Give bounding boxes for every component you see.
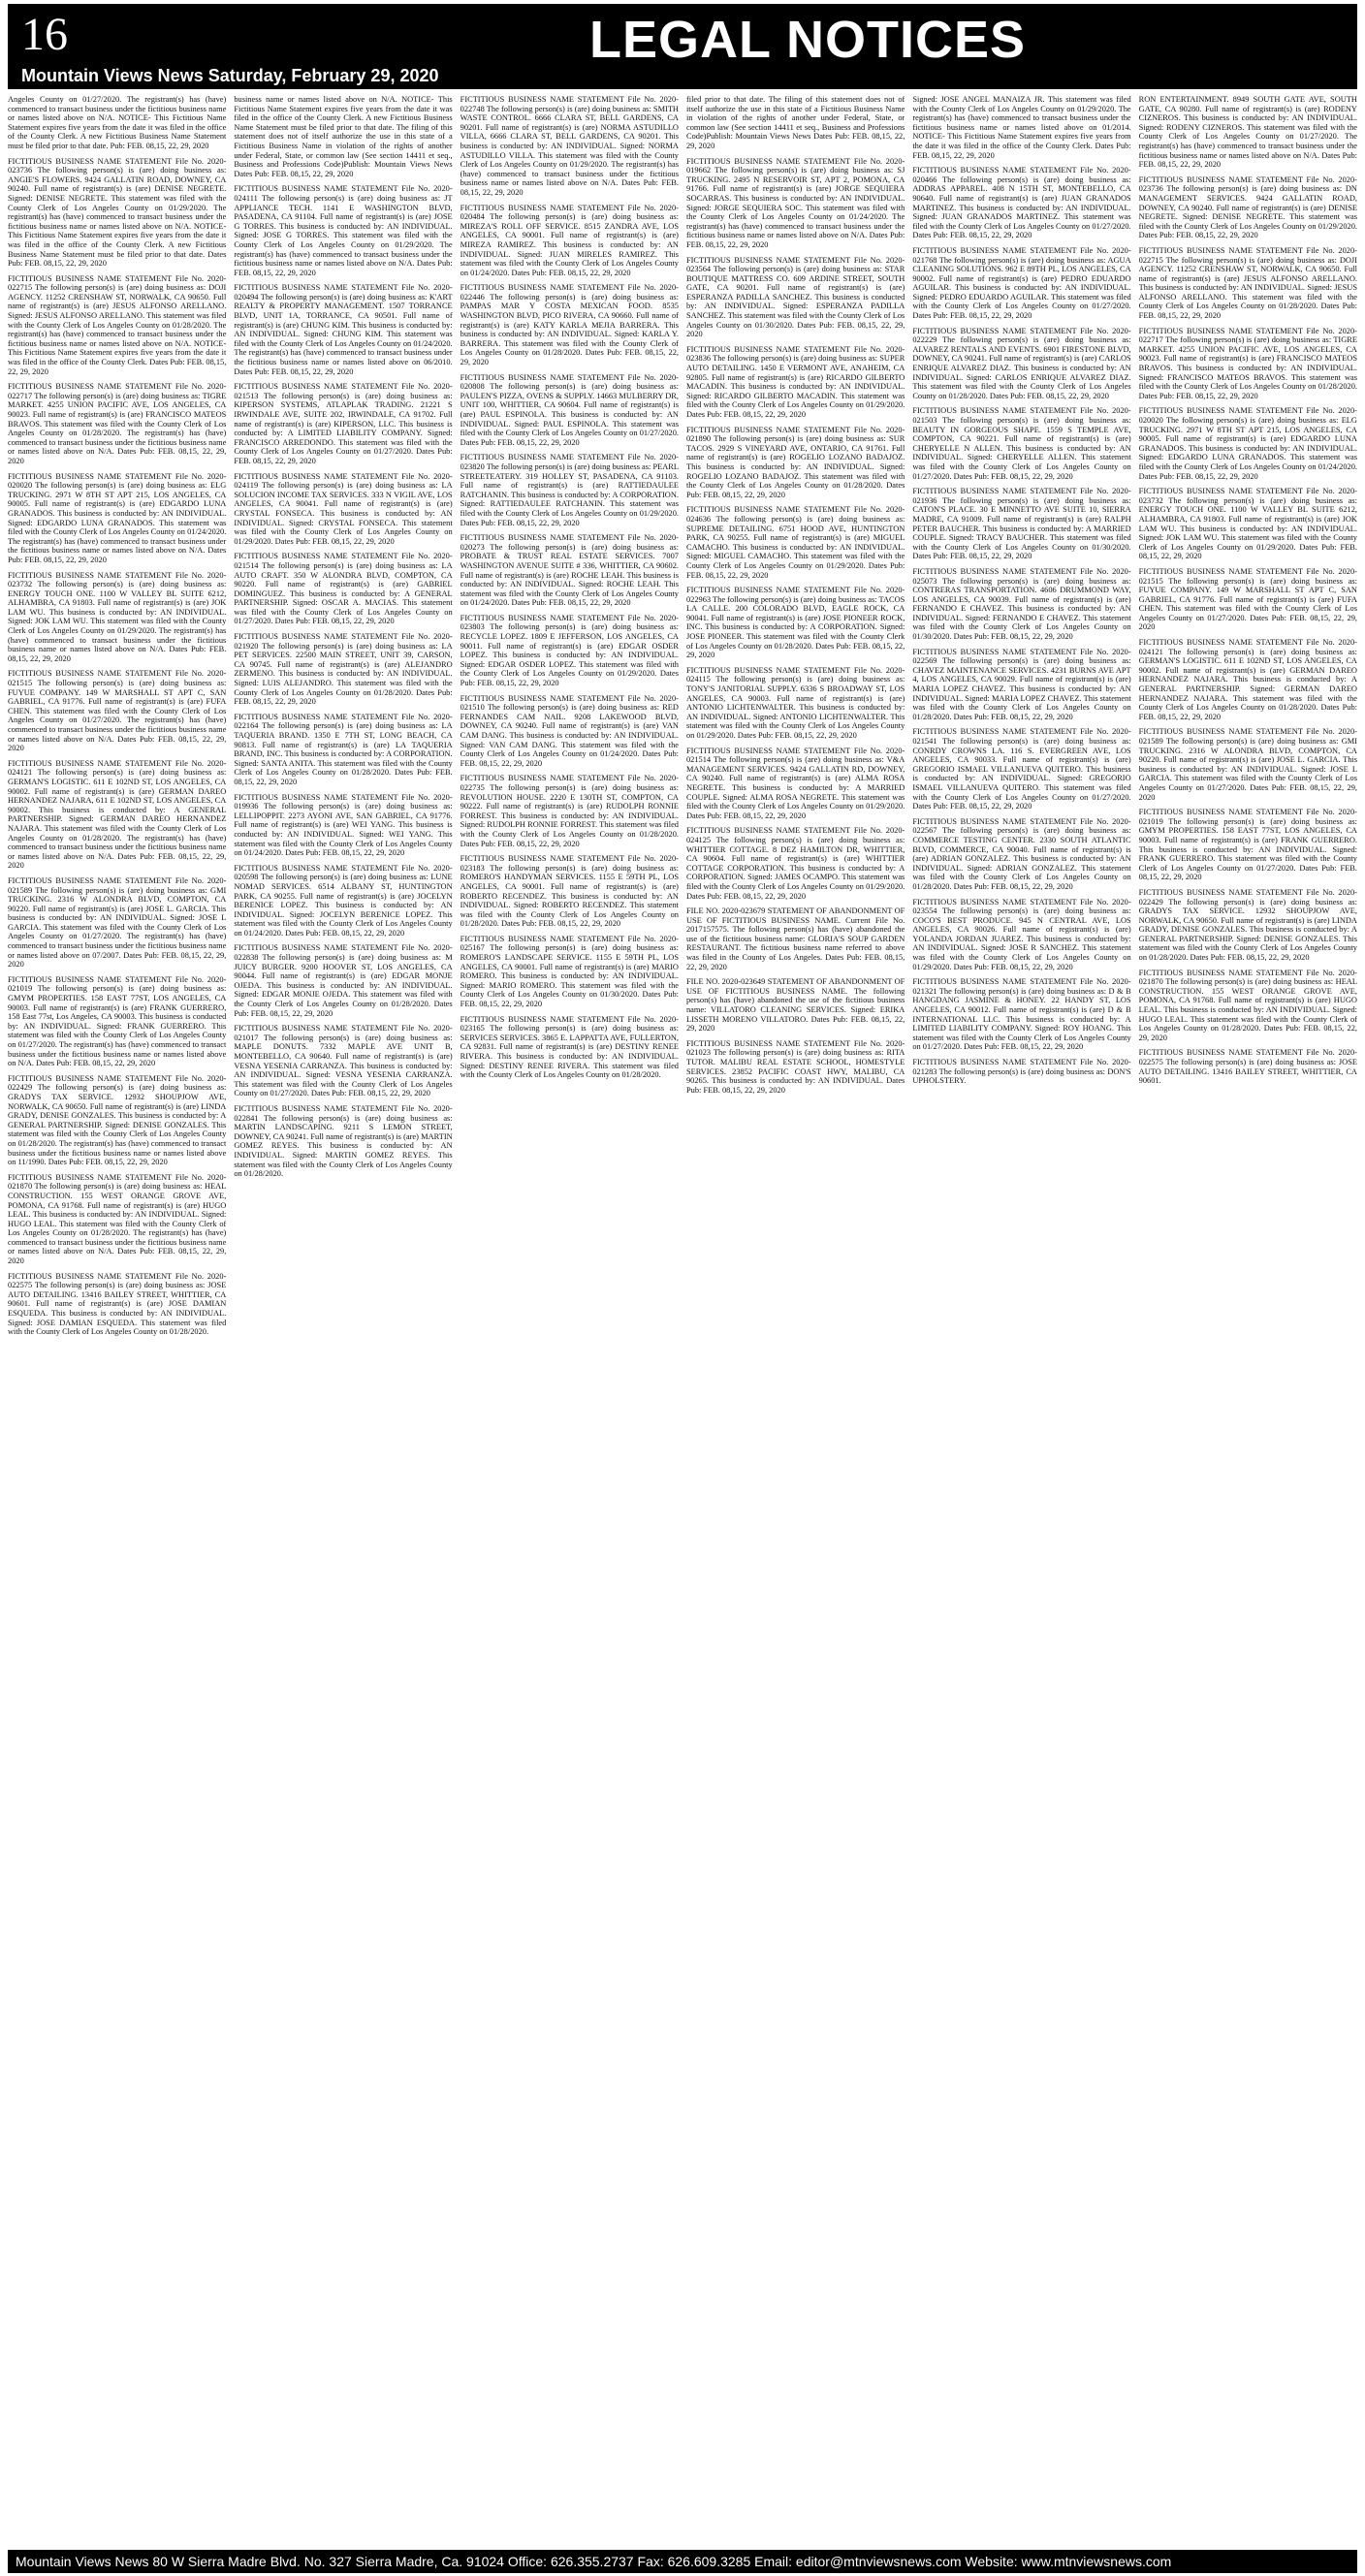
legal-notice: FICTITIOUS BUSINESS NAME STATEMENT File No. 2020-023736 The following person(s) is (are) doing business as: DN MANAGEMENT SERVICES. 9424 GALLATIN ROAD, DOWNEY, CA 90240. Full name of registrant(s) is (are) DENISE NEGRETE. Signed: DENISE NEGRETE. This statement was filed with the County Clerk of Los Angeles County on 01/29/2020. Dates Pub: FEB. 08,15, 22, 29, 2020 (1138, 175, 1357, 240)
legal-notice: FICTITIOUS BUSINESS NAME STATEMENT File No. 2020-022963 The following person(s) is (are) doing business as: TACOS LA CALLE. 200 COLORADO BLVD, EAGLE ROCK, CA 90041. Full name of registrant(s) is (are) JOSE PIONEER ROCK, INC. This business is conducted by: A CORPORATION. Signed: JOSE PIONEER. This statement was filed with the County Clerk of Los Angeles County on 01/28/2020. Dates Pub: FEB. 08,15, 22, 29, 2020 (685, 586, 905, 660)
legal-notice: FICTITIOUS BUSINESS NAME STATEMENT File No. 2020-024121 The following person(s) is (are) doing business as: GERMAN'S LOGISTIC. 611 E 102ND ST, LOS ANGELES, CA 90002. Full name of registrant(s) is (are) GERMAN DAREO HERNANDEZ NAJARA, 611 E 102ND ST, LOS ANGELES, CA 90002. This business is conducted by: A GENERAL PARTNERSHIP. Signed: GERMAN DAREO HERNANDEZ NAJARA. This statement was filed with the County Clerk of Los Angeles County on 01/28/2020. The registrant(s) has (have) commenced to transact business under the fictitious business name or names listed above on N/A. Dates Pub: FEB. 08,15, 22, 29, 2020 (8, 758, 227, 871)
legal-notice: FICTITIOUS BUSINESS NAME STATEMENT File No. 2020-021513 The following person(s) is (are) doing business as: KIPERSON SYSTEMS, ATLAPLAK TRADING. 21221 S IRWINDALE AVE, SUITE 202, IRWINDALE, CA 91702. Full name of registrant(s) is (are) KIPERSON, LLC. This business is conducted by: A LIMITED LIABILITY COMPANY. Signed: FRANCISCO ARREDONDO. This statement was filed with the County Clerk of Los Angeles County on 01/27/2020. Dates Pub: FEB. 08,15, 22, 29, 2020 (234, 382, 453, 465)
legal-notice: FICTITIOUS BUSINESS NAME STATEMENT File No. 2020-025167 The following person(s) is (are) doing business as: ROMERO'S LANDSCAPE SERVICE. 1155 E 59TH PL, LOS ANGELES, CA 90001. Full name of registrant(s) is (are) MARIO ROMERO. This business is conducted by: AN INDIVIDUAL. Signed: MARIO ROMERO. This statement was filed with the County Clerk of Los Angeles County on 01/30/2020. Dates Pub: FEB. 08,15, 22, 29, 2020 (460, 934, 679, 1009)
legal-notice: FICTITIOUS BUSINESS NAME STATEMENT File No. 2020-022229 The following person(s) is (are) doing business as: ALVAREZ RENTALS AND EVENTS. 6901 FIRESTONE BLVD, DOWNEY, CA 90241. Full name of registrant(s) is (are) CARLOS ENRIQUE ALVAREZ DIAZ. This business is conducted by: AN INDIVIDUAL. Signed: CARLOS ENRIQUE ALVAREZ DIAZ. This statement was filed with the County Clerk of Los Angeles County on 01/28/2020. Dates Pub: FEB. 08,15, 22, 29, 2020 (912, 326, 1131, 400)
legal-notice: FICTITIOUS BUSINESS NAME STATEMENT File No. 2020-021019 The following person(s) is (are) doing business as: GMYM PROPERTIES. 158 EAST 77ST, LOS ANGELES, CA 90003. Full name of registrant(s) is (are) FRANK GUERRERO. This business is conducted by: AN INDIVIDUAL. Signed: FRANK GUERRERO. This statement was filed with the County Clerk of Los Angeles County on 01/27/2020. Dates Pub: FEB. 08,15, 22, 29, 2020 (1138, 808, 1357, 882)
legal-notice: FICTITIOUS BUSINESS NAME STATEMENT File No. 2020-021019 The following person(s) is (are) doing business as: GMYM PROPERTIES. 158 EAST 77ST, LOS ANGELES, CA 90003. Full name of registrant(s) is (are) FRANK GUERRERO, 158 East 77st, Los Angeles, CA 90003. This business is conducted by: AN INDIVIDUAL. Signed: FRANK GUERRERO. This statement was filed with the County Clerk of Los Angeles County on 01/27/2020. The registrant(s) has (have) commenced to transact business under the fictitious business name or names listed above on N/A. Dates Pub: FEB. 08,15, 22, 29, 2020 (8, 974, 227, 1068)
legal-notice: FICTITIOUS BUSINESS NAME STATEMENT File No. 2020-023732 The following person(s) is (are) doing business as: ENERGY TOUCH ONE. 1100 W VALLEY BL SUITE 6212, ALHAMBRA, CA 91803. Full name of registrant(s) is (are) JOK LAM WU. This business is conducted by: AN INDIVIDUAL. Signed: JOK LAM WU. This statement was filed with the County Clerk of Los Angeles County on 01/29/2020. The registrant(s) has (have) commenced to transact business under the fictitious business name or names listed above on N/A. Dates Pub: FEB. 08,15, 22, 29, 2020 (8, 570, 227, 663)
legal-notice: FICTITIOUS BUSINESS NAME STATEMENT File No. 2020-022567 The following person(s) is (are) doing business as: COMMERCE TESTING CENTER. 2330 SOUTH ATLANTIC BLVD, COMMERCE, CA 90040. Full name of registrant(s) is (are) ADRIAN GONZALEZ. This business is conducted by: AN INDIVIDUAL. Signed: ADRIAN GONZALEZ. This statement was filed with the County Clerk of Los Angeles County on 01/28/2020. Dates Pub: FEB. 08,15, 22, 29, 2020 (912, 816, 1131, 891)
legal-notice: FICTITIOUS BUSINESS NAME STATEMENT File No. 2020-021589 The following person(s) is (are) doing business as: GMI TRUCKING. 2316 W ALONDRA BLVD, COMPTON, CA 90220. Full name of registrant(s) is (are) JOSE L. GARCIA. This business is conducted by: AN INDIVIDUAL. Signed: JOSE L GARCIA. This statement was filed with the County Clerk of Los Angeles County on 01/27/2020. The registrant(s) has (have) commenced to transact business under the fictitious business name or names listed above on 07/2007. Dates Pub: FEB. 08,15, 22, 29, 2020 (8, 875, 227, 970)
legal-notice: FICTITIOUS BUSINESS NAME STATEMENT File No. 2020-022717 The following person(s) is (are) doing business as: TIGRE MARKET. 4255 UNION PACIFIC AVE, LOS ANGELES, CA 90023. Full name of registrant(s) is (are) FRANCISCO MATEOS BRAVOS. This business is conducted by: AN INDIVIDUAL. Signed: FRANCISCO MATEOS BRAVOS. This statement was filed with the County Clerk of Los Angeles County on 01/28/2020. Dates Pub: FEB. 08,15, 22, 29, 2020 (1138, 326, 1357, 400)
legal-notice: FICTITIOUS BUSINESS NAME STATEMENT File No. 2020-023803 The following person(s) is (are) doing business as: RECYCLE LOPEZ. 1809 E JEFFERSON, LOS ANGELES, CA 90011. Full name of registrant(s) is (are) EDGAR OSDER LOPEZ. This business is conducted by: AN INDIVIDUAL. Signed: EDGAR OSDER LOPEZ. This statement was filed with the County Clerk of Los Angeles County on 01/29/2020. Dates Pub: FEB. 08,15, 22, 29, 2020 (460, 613, 679, 688)
legal-notice: FICTITIOUS BUSINESS NAME STATEMENT File No. 2020-023564 The following person(s) is (are) doing business as: STAR BOUTIQUE MATTRESS CO. 609 ARDINE STREET, SOUTH GATE, CA 90201. Full name of registrant(s) is (are) ESPERANZA PADILLA SANCHEZ. This business is conducted by: AN INDIVIDUAL. Signed: ESPERANZA PADILLA SANCHEZ. This statement was filed with the County Clerk of Los Angeles County on 01/30/2020. Dates Pub: FEB. 08,15, 22, 29, 2020 (685, 255, 905, 339)
legal-notice: FICTITIOUS BUSINESS NAME STATEMENT File No. 2020-021890 The following person(s) is (are) doing business as: SUR TACOS. 2929 S VINEYARD AVE, ONTARIO, CA 91761. Full name of registrant(s) is (are) ROGELIO LOZANO BADAJOZ. This business is conducted by: AN INDIVIDUAL. Signed: ROGELIO LOZANO BADAJOZ. This statement was filed with the County Clerk of Los Angeles County on 01/28/2020. Dates Pub: FEB. 08,15, 22, 29, 2020 (685, 425, 905, 499)
legal-notice: FICTITIOUS BUSINESS NAME STATEMENT File No. 2020-021870 The following person(s) is (are) doing business as: HEAL CONSTRUCTION. 155 WEST ORANGE GROVE AVE, POMONA, CA 91768. Full name of registrant(s) is (are) HUGO LEAL. This business is conducted by: AN INDIVIDUAL. Signed: HUGO LEAL. This statement was filed with the County Clerk of Los Angeles County on 01/28/2020. Dates Pub: FEB. 08,15, 22, 29, 2020 (1138, 968, 1357, 1042)
legal-notice: FICTITIOUS BUSINESS NAME STATEMENT File No. 2020-022735 The following person(s) is (are) doing business as: REVOLUTION HOUSE. 2220 E 130TH ST, COMPTON, CA 90222. Full name of registrant(s) is (are) RUDOLPH RONNIE FORREST. This business is conducted by: AN INDIVIDUAL. Signed: RUDOLPH RONNIE FORREST. This statement was filed with the County Clerk of Los Angeles County on 01/28/2020. Dates Pub: FEB. 08,15, 22, 29, 2020 (460, 774, 679, 848)
legal-notice: FICTITIOUS BUSINESS NAME STATEMENT File No. 2020-023732 The following person(s) is (are) doing business as: ENERGY TOUCH ONE. 1100 W VALLEY BL SUITE 6212, ALHAMBRA, CA 91803. Full name of registrant(s) is (are) JOK LAM WU. This business is conducted by: AN INDIVIDUAL. Signed: JOK LAM WU. This statement was filed with the County Clerk of Los Angeles County on 01/29/2020. Dates Pub: FEB. 08,15, 22, 29, 2020 (1138, 487, 1357, 561)
legal-notice: FICTITIOUS BUSINESS NAME STATEMENT File No. 2020-021589 The following person(s) is (are) doing business as: GMI TRUCKING. 2316 W ALONDRA BLVD, COMPTON, CA 90220. Full name of registrant(s) is (are) JOSE L. GARCIA. This business is conducted by: AN INDIVIDUAL. Signed: JOSE L GARCIA. This statement was filed with the County Clerk of Los Angeles County on 01/27/2020. Dates Pub: FEB. 08,15, 22, 29, 2020 (1138, 727, 1357, 802)
legal-notice: FICTITIOUS BUSINESS NAME STATEMENT File No. 2020-019662 The following person(s) is (are) doing business as: SJ TRUCKING. 2495 N RESERVOIR ST, APT 2, POMONA, CA 91766. Full name of registrant(s) is (are) JORGE SEQUIERA SOCARRAS. This business is conducted by: AN INDIVIDUAL. Signed: JORGE SEQUIERA SOC. This statement was filed with the County Clerk of Los Angeles County on 01/24/2020. The registrant(s) has (have) commenced to transact business under the fictitious business name or names listed above on N/A. Dates Pub: FEB. 08,15, 22, 29, 2020 (685, 156, 905, 249)
section-title: LEGAL NOTICES (589, 11, 1027, 69)
column-2 (234, 95, 452, 2548)
legal-notice: FICTITIOUS BUSINESS NAME STATEMENT File No. 2020-024111 The following person(s) is (are) doing business as: JT APPLIANCE TECH. 1141 E WASHINGTON BLVD, PASADENA, CA 91104. Full name of registrant(s) is (are) JOSE G TORRES. This business is conducted by: AN INDIVIDUAL. Signed: JOSE G TORRES. This statement was filed with the County Clerk of Los Angeles County on 01/29/2020. The registrant(s) has (have) commenced to transact business under the fictitious business name or names listed above on N/A. Dates Pub: FEB. 08,15, 22, 29, 2020 (234, 184, 453, 277)
legal-notice: FICTITIOUS BUSINESS NAME STATEMENT File No. 2020-024119 The following person(s) is (are) doing business as: LA SOLUCION INCOME TAX SERVICES. 333 N VIGIL AVE, LOS ANGELES, CA 90041. Full name of registrant(s) is (are) CRYSTAL FONSECA. This business is conducted by: AN INDIVIDUAL. Signed: CRYSTAL FONSECA. This statement was filed with the County Clerk of Los Angeles County on 01/29/2020. Dates Pub: FEB. 08,15, 22, 29, 2020 (234, 471, 453, 546)
legal-notice: business name or names listed above on N/A. NOTICE- This Fictitious Name Statement expires five years from the date it was filed in the office of the County Clerk. A new Fictitious Business Name Statement must be filed prior to that date. The filing of this statement does not of itself authorize the use in this state of a Fictitious Business Name in violation of the rights of another under Federal, State, or common law (See section 14411 et seq., Business and Professions Code)Publish: Mountain Views News Dates Pub: FEB. 08,15, 22, 29, 2020 (234, 95, 453, 178)
legal-notice: FICTITIOUS BUSINESS NAME STATEMENT File No. 2020-020466 The following person(s) is (are) doing business as: ADDRAS APPAREL. 408 N 15TH ST, MONTEBELLO, CA 90640. Full name of registrant(s) is (are) JUAN GRANADOS MARTINEZ. This business is conducted by: AN INDIVIDUAL. Signed: JUAN GRANADOS MARTINEZ. This statement was filed with the County Clerk of Los Angeles County on 01/27/2020. Dates Pub: FEB. 08,15, 22, 29, 2020 (912, 166, 1131, 240)
legal-notice: FICTITIOUS BUSINESS NAME STATEMENT File No. 2020-024115 The following person(s) is (are) doing business as: TONY'S JANITORIAL SUPPLY. 6336 S BROADWAY ST, LOS ANGELES, CA 90003. Full name of registrant(s) is (are) ANTONIO LICHTENWALTER. This business is conducted by: AN INDIVIDUAL. Signed: ANTONIO LICHTENWALTER. This statement was filed with the County Clerk of Los Angeles County on 01/29/2020. Dates Pub: FEB. 08,15, 22, 29, 2020 (685, 665, 905, 740)
legal-notice: FICTITIOUS BUSINESS NAME STATEMENT File No. 2020-021023 The following person(s) is (are) doing business as: RITA TUTOR. MALIBU REAL ESTATE SCHOOL, HOMESTYLE SERVICES. 23852 PACIFIC COAST HWY, MALIBU, CA 90265. This business is conducted by: AN INDIVIDUAL. Dates Pub: FEB. 08,15, 22, 29, 2020 (685, 1038, 905, 1095)
legal-notice: FICTITIOUS BUSINESS NAME STATEMENT File No. 2020-024125 The following person(s) is (are) doing business as: WHITTIER COTTAGE. 8 DEZ HAMILTON DR, WHITTIER, CA 90604. Full name of registrant(s) is (are) WHITTIER COTTAGE CORPORATION. This business is conducted by: A CORPORATION. Signed: JAMES OCAMPO. This statement was filed with the County Clerk of Los Angeles County on 01/29/2020. Dates Pub: FEB. 08,15, 22, 29, 2020 (685, 826, 905, 901)
legal-notice: FICTITIOUS BUSINESS NAME STATEMENT File No. 2020-021514 The following person(s) is (are) doing business as: LA AUTO CRAFT. 350 W ALONDRA BLVD, COMPTON, CA 90220. Full name of registrant(s) is (are) GABRIEL DOMINGUEZ. This business is conducted by: A GENERAL PARTNERSHIP. Signed: OSCAR A. MACIAS. This statement was filed with the County Clerk of Los Angeles County on 01/27/2020. Dates Pub: FEB. 08,15, 22, 29, 2020 (234, 552, 453, 626)
masthead (8, 4, 1357, 89)
legal-notice: FICTITIOUS BUSINESS NAME STATEMENT File No. 2020-020020 The following person(s) is (are) doing business as: ELG TRUCKING. 2971 W 8TH ST APT 215, LOS ANGELES, CA 90005. Full name of registrant(s) is (are) EDGARDO LUNA GRANADOS. This business is conducted by: AN INDIVIDUAL. Signed: EDGARDO LUNA GRANADOS. This statement was filed with the County Clerk of Los Angeles County on 01/24/2020. Dates Pub: FEB. 08,15, 22, 29, 2020 (1138, 406, 1357, 481)
legal-notice: FICTITIOUS BUSINESS NAME STATEMENT File No. 2020-021768 The following person(s) is (are) doing business as: AGUA CLEANING SOLUTIONS. 962 E 89TH PL, LOS ANGELES, CA 90002. Full name of registrant(s) is (are) PEDRO EDUARDO AGUILAR. This business is conducted by: AN INDIVIDUAL. Signed: PEDRO EDUARDO AGUILAR. This statement was filed with the County Clerk of Los Angeles County on 01/27/2020. Dates Pub: FEB. 08,15, 22, 29, 2020 (912, 245, 1131, 321)
legal-notice: FICTITIOUS BUSINESS NAME STATEMENT File No. 2020-022717 The following person(s) is (are) doing business as: TIGRE MARKET. 4255 UNION PACIFIC AVE, LOS ANGELES, CA 90023. Full name of registrant(s) is (are) FRANCISCO MATEOS BRAVOS. This statement was filed with the County Clerk of Los Angeles County on 01/28/2020. The registrant(s) has (have) commenced to transact business under the fictitious business name or names listed above on N/A. Dates Pub: FEB. 08,15, 22, 29, 2020 (8, 382, 227, 465)
legal-notice: FILE NO. 2020-023649 STATEMENT OF ABANDONMENT OF USE OF FICTITIOUS BUSINESS NAME. The following person(s) has (have) abandoned the use of the fictitious business name: VILLATORO CLEANING SERVICES. Signed: ERIKA LISSETH MORENO VILLATORO. Dates Pub: FEB. 08,15, 22, 29, 2020 (685, 977, 905, 1034)
legal-notice: FICTITIOUS BUSINESS NAME STATEMENT File No. 2020-021515 The following person(s) is (are) doing business as: FUYUE COMPANY. 149 W MARSHALL ST APT C, SAN GABRIEL, CA 91776. Full name of registrant(s) is (are) FUFA CHEN. This statement was filed with the County Clerk of Los Angeles County on 01/27/2020. Dates Pub: FEB. 08,15, 22, 29, 2020 (1138, 566, 1357, 632)
legal-notice: FICTITIOUS BUSINESS NAME STATEMENT File No. 2020-021920 The following person(s) is (are) doing business as: LA PET SERVICES. 22500 MAIN STREET, UNIT 39, CARSON, CA 90745. Full name of registrant(s) is (are) ALEJANDRO ZERMENO. This business is conducted by: AN INDIVIDUAL. Signed: LUIS ALEJANDRO. This statement was filed with the County Clerk of Los Angeles County on 01/28/2020. Dates Pub: FEB. 08,15, 22, 29, 2020 (234, 632, 453, 707)
legal-notice: FICTITIOUS BUSINESS NAME STATEMENT File No. 2020-022429 The following person(s) is (are) doing business as: GRADYS TAX SERVICE. 12932 SHOUPJOW AVE, NORWALK, CA 90650. Full name of registrant(s) is (are) LINDA GRADY, DENISE GONZALES. This business is conducted by: A GENERAL PARTNERSHIP. Signed: DENISE GONZALES. This statement was filed with the County Clerk of Los Angeles County on 01/28/2020. Dates Pub: FEB. 08,15, 22, 29, 2020 (1138, 887, 1357, 963)
legal-notice: RON ENTERTAINMENT. 8949 SOUTH GATE AVE, SOUTH GATE, CA 90280. Full name of registrant(s) is (are) RODENY CIZNEROS. This business is conducted by: AN INDIVIDUAL. Signed: RODENY CIZNEROS. This statement was filed with the County Clerk of Los Angeles County on 01/27/2020. The registrant(s) has (have) commenced to transact business under the fictitious business name or names listed above on N/A. Dates Pub: FEB. 08,15, 22, 29, 2020 (1138, 95, 1357, 170)
legal-notice: FICTITIOUS BUSINESS NAME STATEMENT File No. 2020-020494 The following person(s) is (are) doing business as: K'ART REALTY & PROPERTY MANAGEMENT. 1507 TORRANCE BLVD, UNIT 1A, TORRANCE, CA 90501. Full name of registrant(s) is (are) CHUNG KIM. This business is conducted by: AN INDIVIDUAL. Signed: CHUNG KIM. This statement was filed with the County Clerk of Los Angeles County on 01/24/2020. The registrant(s) has (have) commenced to transact business under the fictitious business name or names listed above on 06/2010. Dates Pub: FEB. 08,15, 22, 29, 2020 (234, 283, 453, 376)
legal-notice: FICTITIOUS BUSINESS NAME STATEMENT File No. 2020-022715 The following person(s) is (are) doing business as: DOJI AGENCY. 11252 CRENSHAW ST, NORWALK, CA 90650. Full name of registrant(s) is (are) JESUS ALFONSO ARELLANO. Signed: JESUS ALFONSO ARELLANO. This statement was filed with the County Clerk of Los Angeles County on 01/28/2020. The registrant(s) has (have) commenced to transact business under the fictitious business name or names listed above on N/A. NOTICE- This Fictitious Name Statement expires five years from the date it was filed in the office of the County Clerk. Dates Pub: FEB. 08,15, 22, 29, 2020 (8, 273, 227, 376)
legal-notice: FICTITIOUS BUSINESS NAME STATEMENT File No. 2020-023183 The following person(s) is (are) doing business as: ROMERO'S HANDYMAN SERVICES. 1155 E 59TH PL, LOS ANGELES, CA 90001. Full name of registrant(s) is (are) ROBERTO RECENDEZ. This business is conducted by: AN INDIVIDUAL. Signed: ROBERTO RECENDEZ. This statement was filed with the County Clerk of Los Angeles County on 01/28/2020. Dates Pub: FEB. 08,15, 22, 29, 2020 (460, 854, 679, 929)
legal-notice: FICTITIOUS BUSINESS NAME STATEMENT File No. 2020-020273 The following person(s) is (are) doing business as: PROBATE & TRUST REAL ESTATE SERVICES. 7007 WASHINGTON AVENUE SUITE # 336, WHITTIER, CA 90602. Full name of registrant(s) is (are) ROCHE LEAH. This business is conducted by: AN INDIVIDUAL. Signed: ROCHE LEAH. This statement was filed with the County Clerk of Los Angeles County on 01/24/2020. Dates Pub: FEB. 08,15, 22, 29, 2020 (460, 533, 679, 608)
legal-notice: FICTITIOUS BUSINESS NAME STATEMENT File No. 2020-022569 The following person(s) is (are) doing business as: CHAVEZ MAINTENANCE SERVICES. 4231 BURNS AVE APT 4, LOS ANGELES, CA 90029. Full name of registrant(s) is (are) MARIA LOPEZ CHAVEZ. This business is conducted by: AN INDIVIDUAL. Signed: MARIA LOPEZ CHAVEZ. This statement was filed with the County Clerk of Los Angeles County on 01/28/2020. Dates Pub: FEB. 08,15, 22, 29, 2020 (912, 647, 1131, 721)
legal-notice: Angeles County on 01/27/2020. The registrant(s) has (have) commenced to transact business under the fictitious business name or names listed above on N/A. NOTICE- This Fictitious Name Statement expires five years from the date it was filed in the office of the County Clerk. A new Fictitious Business Name Statement must be filed prior to that date. Pub: FEB. 08,15, 22, 29, 2020 (8, 95, 227, 150)
column-1 (8, 95, 226, 2548)
page-number: 16 (21, 9, 68, 60)
legal-notice: FICTITIOUS BUSINESS NAME STATEMENT File No. 2020-022715 The following person(s) is (are) doing business as: DOJI AGENCY. 11252 CRENSHAW ST, NORWALK, CA 90650. Full name of registrant(s) is (are) JESUS ALFONSO ARELLANO. This business is conducted by: AN INDIVIDUAL. Signed: JESUS ALFONSO ARELLANO. This statement was filed with the County Clerk of Los Angeles County on 01/28/2020. Dates Pub: FEB. 08,15, 22, 29, 2020 (1138, 245, 1357, 321)
paper-name-date: Mountain Views News Saturday, February 29, 2020 (21, 66, 439, 85)
legal-notice: FICTITIOUS BUSINESS NAME STATEMENT File No. 2020-021541 The following person(s) is (are) doing business as: CONRDY CROWNS LA. 116 S. EVERGREEN AVE, LOS ANGELES, CA 90033. Full name of registrant(s) is (are) GREGORIO ISMAEL VILLANUEVA QUITERO. This business is conducted by: AN INDIVIDUAL. Signed: GREGORIO ISMAEL VILLANUEVA QUITERO. This statement was filed with the County Clerk of Los Angeles County on 01/27/2020. Dates Pub: FEB. 08,15, 22, 29, 2020 (912, 727, 1131, 811)
legal-notice: FICTITIOUS BUSINESS NAME STATEMENT File No. 2020-020020 The following person(s) is (are) doing business as: ELG TRUCKING. 2971 W 8TH ST APT 215, LOS ANGELES, CA 90005. Full name of registrant(s) is (are) EDGARDO LUNA GRANADOS. This business is conducted by: AN INDIVIDUAL. Signed: EDGARDO LUNA GRANADOS. This statement was filed with the County Clerk of Los Angeles County on 01/24/2020. The registrant(s) has (have) commenced to transact business under the fictitious business name or names listed above on N/A. Dates Pub: FEB. 08,15, 22, 29, 2020 (8, 471, 227, 564)
column-5 (912, 95, 1130, 2548)
legal-notice: filed prior to that date. The filing of this statement does not of itself authorize the use in this state of a Fictitious Business Name in violation of the rights of another under Federal, State, or common law (See section 14411 et seq., Business and Professions Code)Publish: Mountain Views News Dates Pub: FEB. 08,15, 22, 29, 2020 (685, 95, 905, 150)
legal-notice: FICTITIOUS BUSINESS NAME STATEMENT File No. 2020-025073 The following person(s) is (are) doing business as: CONTRERAS TRANSPORTATION. 4606 DRUMMOND WAY, LOS ANGELES, CA 90039. Full name of registrant(s) is (are) FERNANDO E CHAVEZ. This business is conducted by: AN INDIVIDUAL. Signed: FERNANDO E CHAVEZ. This statement was filed with the County Clerk of Los Angeles County on 01/30/2020. Dates Pub: FEB. 08,15, 22, 29, 2020 (912, 566, 1131, 642)
footer-contact: Mountain Views News 80 W Sierra Madre Blvd. No. 327 Sierra Madre, Ca. 91024 Office: 626.355.2737 Fax: 626.609.3285 Email: editor@mtnviewsnews.com Website: www.mtnviewsnews.com (8, 2550, 1357, 2573)
legal-notice: FICTITIOUS BUSINESS NAME STATEMENT File No. 2020-023820 The following person(s) is (are) doing business as: PEARL STREETEATERY. 319 HOLLEY ST, PASADENA, CA 91103. Full name of registrant(s) is (are) RATTIEDAULEE RATCHANIN. This business is conducted by: A CORPORATION. Signed: RATTIEDAULEE RATCHANIN. This statement was filed with the County Clerk of Los Angeles County on 01/29/2020. Dates Pub: FEB. 08,15, 22, 29, 2020 (460, 453, 679, 527)
legal-notice: FICTITIOUS BUSINESS NAME STATEMENT File No. 2020-021503 The following person(s) is (are) doing business as: BEAUTY IN GORGEOUS SHAPE. 1559 S TEMPLE AVE, COMPTON, CA 90221. Full name of registrant(s) is (are) CHERYELLE N ALLEN. This business is conducted by: AN INDIVIDUAL. Signed: CHERYELLE ALLEN. This statement was filed with the County Clerk of Los Angeles County on 01/27/2020. Dates Pub: FEB. 08,15, 22, 29, 2020 (912, 406, 1131, 481)
column-4 (686, 95, 905, 2548)
legal-notice: FICTITIOUS BUSINESS NAME STATEMENT File No. 2020-021321 The following person(s) is (are) doing business as: D & B HANGDANG JASMINE & HONEY. 22 HANDY ST, LOS ANGELES, CA 90012. Full name of registrant(s) is (are) D & B INTERNATIONAL LLC. This business is conducted by: A LIMITED LIABILITY COMPANY. Signed: ROY HOANG. This statement was filed with the County Clerk of Los Angeles County on 01/27/2020. Dates Pub: FEB. 08,15, 22, 29, 2020 (912, 977, 1131, 1052)
legal-notice: FICTITIOUS BUSINESS NAME STATEMENT File No. 2020-020808 The following person(s) is (are) doing business as: PAULEN'S PIZZA, OVENS & SUPPLY. 14663 MULBERRY DR, UNIT 100, WHITTIER, CA 90604. Full name of registrant(s) is (are) PAUL ESPINOLA. This business is conducted by: AN INDIVIDUAL. Signed: PAUL ESPINOLA. This statement was filed with the County Clerk of Los Angeles County on 01/27/2020. Dates Pub: FEB. 08,15, 22, 29, 2020 (460, 372, 679, 447)
legal-notice: FICTITIOUS BUSINESS NAME STATEMENT File No. 2020-021017 The following person(s) is (are) doing business as: MAPLE DONUTS. 7332 MAPLE AVE UNIT B, MONTEBELLO, CA 90640. Full name of registrant(s) is (are) VESNA YESENIA CARRANZA. This business is conducted by: AN INDIVIDUAL. Signed: VESNA YESENIA CARRANZA. This statement was filed with the County Clerk of Los Angeles County on 01/27/2020. Dates Pub: FEB. 08,15, 22, 29, 2020 (234, 1024, 453, 1098)
legal-notice: FILE NO. 2020-023679 STATEMENT OF ABANDONMENT OF USE OF FICTITIOUS BUSINESS NAME. Current File No. 2017157575. The following person(s) has (have) abandoned the use of the fictitious business name: GLORIA'S SOUP GARDEN RESTAURANT. The fictitious business name referred to above was filed in the County of Los Angeles. Dates Pub: FEB. 08,15, 22, 29, 2020 (685, 906, 905, 971)
legal-notice: FICTITIOUS BUSINESS NAME STATEMENT File No. 2020-019936 The following person(s) is (are) doing business as: LELLIPOPPIT. 2273 AYONI AVE, SAN GABRIEL, CA 91776. Full name of registrant(s) is (are) WEI YANG. This business is conducted by: AN INDIVIDUAL. Signed: WEI YANG. This statement was filed with the County Clerk of Los Angeles County on 01/24/2020. Dates Pub: FEB. 08,15, 22, 29, 2020 (234, 792, 453, 858)
column-3 (460, 95, 679, 2548)
legal-notice: FICTITIOUS BUSINESS NAME STATEMENT File No. 2020-022575 The following person(s) is (are) doing business as: JOSE AUTO DETAILING. 13416 BAILEY STREET, WHITTIER, CA 90601. Full name of registrant(s) is (are) JOSE DAMIAN ESQUEDA. This business is conducted by: AN INDIVIDUAL. Signed: JOSE DAMIAN ESQUEDA. This statement was filed with the County Clerk of Los Angeles County on 01/28/2020. (8, 1271, 227, 1337)
legal-notice: FICTITIOUS BUSINESS NAME STATEMENT File No. 2020-020598 The following person(s) is (are) doing business as: LUNE NOMAD SERVICES. 6514 ALBANY ST, HUNTINGTON PARK, CA 90255. Full name of registrant(s) is (are) JOCELYN BERENICE LOPEZ. This business is conducted by: AN INDIVIDUAL. Signed: JOCELYN BERENICE LOPEZ. This statement was filed with the County Clerk of Los Angeles County on 01/24/2020. Dates Pub: FEB. 08,15, 22, 29, 2020 (234, 863, 453, 938)
legal-notice: FICTITIOUS BUSINESS NAME STATEMENT File No. 2020-023736 The following person(s) is (are) doing business as: ANGIE'S FLOWERS. 9424 GALLATIN ROAD, DOWNEY, CA 90240. Full name of registrant(s) is (are) DENISE NEGRETE. Signed: DENISE NEGRETE. This statement was filed with the County Clerk of Los Angeles County on 01/29/2020. The registrant(s) has (have) commenced to transact business under the fictitious business name or names listed above on N/A. NOTICE- This Fictitious Name Statement expires five years from the date it was filed in the office of the County Clerk. A new Fictitious Business Name Statement must be filed prior to that date. Dates Pub: FEB. 08,15, 22, 29, 2020 (8, 156, 227, 269)
column-6 (1139, 95, 1357, 2548)
legal-notice: FICTITIOUS BUSINESS NAME STATEMENT File No. 2020-022429 The following person(s) is (are) doing business as: GRADYS TAX SERVICE. 12932 SHOUPJOW AVE, NORWALK, CA 90650. Full name of registrant(s) is (are) LINDA GRADY, DENISE GONZALES. This business is conducted by: A GENERAL PARTNERSHIP. Signed: DENISE GONZALES. This statement was filed with the County Clerk of Los Angeles County on 01/28/2020. The registrant(s) has (have) commenced to transact business under the fictitious business name or names listed above on 11/1990. Dates Pub: FEB. 08,15, 22, 29, 2020 (8, 1073, 227, 1167)
legal-notice: FICTITIOUS BUSINESS NAME STATEMENT File No. 2020-024121 The following person(s) is (are) doing business as: GERMAN'S LOGISTIC. 611 E 102ND ST, LOS ANGELES, CA 90002. Full name of registrant(s) is (are) GERMAN DAREO HERNANDEZ NAJARA. This business is conducted by: A GENERAL PARTNERSHIP. Signed: GERMAN DAREO HERNANDEZ NAJARA. This statement was filed with the County Clerk of Los Angeles County on 01/28/2020. Dates Pub: FEB. 08,15, 22, 29, 2020 (1138, 638, 1357, 721)
legal-notice: FICTITIOUS BUSINESS NAME STATEMENT File No. 2020-021936 The following person(s) is (are) doing business as: CATON'S PLACE. 30 E MINNETTO AVE SUITE 10, SIERRA MADRE, CA 91009. Full name of registrant(s) is (are) RALPH PETER BAUCHER. This business is conducted by: A MARRIED COUPLE. Signed: TRACY BAUCHER. This statement was filed with the County Clerk of Los Angeles County on 01/30/2020. Dates Pub: FEB. 08,15, 22, 29, 2020 (912, 487, 1131, 561)
legal-notice: FICTITIOUS BUSINESS NAME STATEMENT File No. 2020-021510 The following person(s) is (are) doing business as: RED FERNANDES CAM NAIL. 9208 LAKEWOOD BLVD, DOWNEY, CA 90240. Full name of registrant(s) is (are) VAN CAM DANG. This business is conducted by: AN INDIVIDUAL. Signed: VAN CAM DANG. This statement was filed with the County Clerk of Los Angeles County on 01/24/2020. Dates Pub: FEB. 08,15, 22, 29, 2020 (460, 693, 679, 768)
legal-notice: FICTITIOUS BUSINESS NAME STATEMENT File No. 2020-024636 The following person(s) is (are) doing business as: SUPREME DETAILING. 6751 HOOD AVE, HUNTINGTON PARK, CA 90255. Full name of registrant(s) is (are) MIGUEL CAMACHO. This business is conducted by: AN INDIVIDUAL. Signed: MIGUEL CAMACHO. This statement was filed with the County Clerk of Los Angeles County on 01/29/2020. Dates Pub: FEB. 08,15, 22, 29, 2020 (685, 505, 905, 580)
legal-notice: FICTITIOUS BUSINESS NAME STATEMENT File No. 2020-022446 The following person(s) is (are) doing business as: PAMPAS MAR Y COSTA MEXICAN FOOD. 8535 WASHINGTON BLVD, PICO RIVERA, CA 90660. Full name of registrant(s) is (are) KATY KARLA MEJIA BARRERA. This business is conducted by: AN INDIVIDUAL. Signed: KARLA Y. BARRERA. This statement was filed with the County Clerk of Los Angeles County on 01/28/2020. Dates Pub: FEB. 08,15, 22, 29, 2020 (460, 283, 679, 367)
legal-notice: FICTITIOUS BUSINESS NAME STATEMENT File No. 2020-022841 The following person(s) is (are) doing business as: MARTIN LANDSCAPING. 9211 S LEMON STREET, DOWNEY, CA 90241. Full name of registrant(s) is (are) MARTIN GOMEZ REYES. This business is conducted by: AN INDIVIDUAL. Signed: MARTIN GOMEZ REYES. This statement was filed with the County Clerk of Los Angeles County on 01/28/2020. (234, 1103, 453, 1179)
legal-notice: FICTITIOUS BUSINESS NAME STATEMENT File No. 2020-021870 The following person(s) is (are) doing business as: HEAL CONSTRUCTION. 155 WEST ORANGE GROVE AVE, POMONA, CA 91768. Full name of registrant(s) is (are) HUGO LEAL. This business is conducted by: AN INDIVIDUAL. Signed: HUGO LEAL. This statement was filed with the County Clerk of Los Angeles County on 01/28/2020. The registrant(s) has (have) commenced to transact business under the fictitious business name or names listed above on N/A. Dates Pub: FEB. 08,15, 22, 29, 2020 (8, 1172, 227, 1266)
legal-notice: Signed: JOSE ANGEL MANAIZA JR. This statement was filed with the County Clerk of Los Angeles County on 01/29/2020. The registrant(s) has (have) commenced to transact business under the fictitious business name or names listed above on 01/2014. NOTICE- This Fictitious Name Statement expires five years from the date it was filed in the office of the County Clerk. Dates Pub: FEB. 08,15, 22, 29, 2020 (912, 95, 1131, 160)
legal-notice: FICTITIOUS BUSINESS NAME STATEMENT File No. 2020-022575 The following person(s) is (are) doing business as: JOSE AUTO DETAILING. 13416 BAILEY STREET, WHITTIER, CA 90601. (1138, 1048, 1357, 1086)
legal-notice: FICTITIOUS BUSINESS NAME STATEMENT File No. 2020-020484 The following person(s) is (are) doing business as: MIREZA'S ROLL OFF SERVICE. 8515 ZANDRA AVE, LOS ANGELES, CA 90001. Full name of registrant(s) is (are) MIREZA RAMIREZ. This business is conducted by: AN INDIVIDUAL. Signed: JUAN MIRELES RAMIREZ. This statement was filed with the County Clerk of Los Angeles County on 01/24/2020. Dates Pub: FEB. 08,15, 22, 29, 2020 (460, 203, 679, 277)
legal-notice: FICTITIOUS BUSINESS NAME STATEMENT File No. 2020-022748 The following person(s) is (are) doing business as: SMITH WASTE CONTROL. 6666 CLARA ST, BELL GARDENS, CA 90201. Full name of registrant(s) is (are) NORMA ASTUDILLO VILLA, 6666 CLARA ST, BELL GARDENS, CA 90201. This business is conducted by: AN INDIVIDUAL. Signed: NORMA ASTUDILLO VILLA. This statement was filed with the County Clerk of Los Angeles County on 01/29/2020. The registrant(s) has (have) commenced to transact business under the fictitious business name or names listed above on N/A. Dates Pub: FEB. 08,15, 22, 29, 2020 (460, 95, 679, 197)
legal-notice: FICTITIOUS BUSINESS NAME STATEMENT File No. 2020-021514 The following person(s) is (are) doing business as: V&A MANAGEMENT SERVICES. 9424 GALLATIN RD, DOWNEY, CA 90240. Full name of registrant(s) is (are) ALMA ROSA NEGRETE. This business is conducted by: A MARRIED COUPLE. Signed: ALMA ROSA NEGRETE. This statement was filed with the County Clerk of Los Angeles County on 01/29/2020. Dates Pub: FEB. 08,15, 22, 29, 2020 (685, 746, 905, 820)
legal-notice: FICTITIOUS BUSINESS NAME STATEMENT File No. 2020-023554 The following person(s) is (are) doing business as: COCO'S BEST PRODUCE. 945 N CENTRAL AVE, LOS ANGELES, CA 90026. Full name of registrant(s) is (are) YOLANDA JORDAN JUAREZ. This business is conducted by: AN INDIVIDUAL. Signed: JOSE R SANCHEZ. This statement was filed with the County Clerk of Los Angeles County on 01/29/2020. Dates Pub: FEB. 08,15, 22, 29, 2020 (912, 897, 1131, 971)
legal-notice: FICTITIOUS BUSINESS NAME STATEMENT File No. 2020-021283 The following person(s) is (are) doing business as: DON'S UPHOLSTERY. (912, 1058, 1131, 1086)
legal-notice: FICTITIOUS BUSINESS NAME STATEMENT File No. 2020-022838 The following person(s) is (are) doing business as: M JUICY BURGER. 9200 HOOVER ST, LOS ANGELES, CA 90044. Full name of registrant(s) is (are) EDGAR MONJE OJEDA. This business is conducted by: AN INDIVIDUAL. Signed: EDGAR MONJE OJEDA. This statement was filed with the County Clerk of Los Angeles County on 01/28/2020. Dates Pub: FEB. 08,15, 22, 29, 2020 (234, 943, 453, 1018)
notice-columns (8, 95, 1357, 2548)
legal-notice: FICTITIOUS BUSINESS NAME STATEMENT File No. 2020-022164 The following person(s) is (are) doing business as: LA TAQUERIA BRAND. 1350 E 7TH ST, LONG BEACH, CA 90813. Full name of registrant(s) is (are) LA TAQUERIA BRAND, INC. This business is conducted by: A CORPORATION. Signed: SANTA ANITA. This statement was filed with the County Clerk of Los Angeles County on 01/28/2020. Dates Pub: FEB. 08,15, 22, 29, 2020 (234, 712, 453, 786)
legal-notice: FICTITIOUS BUSINESS NAME STATEMENT File No. 2020-021515 The following person(s) is (are) doing business as: FUYUE COMPANY. 149 W MARSHALL ST APT C, SAN GABRIEL, CA 91776. Full name of registrant(s) is (are) FUFA CHEN. This statement was filed with the County Clerk of Los Angeles County on 01/27/2020. The registrant(s) has (have) commenced to transact business under the fictitious business name or names listed above on N/A. Dates Pub: FEB. 08,15, 22, 29, 2020 (8, 669, 227, 753)
legal-notice: FICTITIOUS BUSINESS NAME STATEMENT File No. 2020-023165 The following person(s) is (are) doing business as: SERVICES SERVICES. 3865 E. LAPPATTA AVE, FULLERTON, CA 92831. Full name of registrant(s) is (are) DESTINY RENEE RIVERA. This business is conducted by: AN INDIVIDUAL. Signed: DESTINY RENEE RIVERA. This statement was filed with the County Clerk of Los Angeles County on 01/28/2020. (460, 1014, 679, 1080)
legal-notice: FICTITIOUS BUSINESS NAME STATEMENT File No. 2020-023836 The following person(s) is (are) doing business as: SUPER AUTO DETAILING. 1450 E VERMONT AVE, ANAHEIM, CA 92805. Full name of registrant(s) is (are) RICARDO GILBERTO MACADIN. This business is conducted by: AN INDIVIDUAL. Signed: RICARDO GILBERTO MACADIN. This statement was filed with the County Clerk of Los Angeles County on 01/29/2020. Dates Pub: FEB. 08,15, 22, 29, 2020 (685, 344, 905, 419)
